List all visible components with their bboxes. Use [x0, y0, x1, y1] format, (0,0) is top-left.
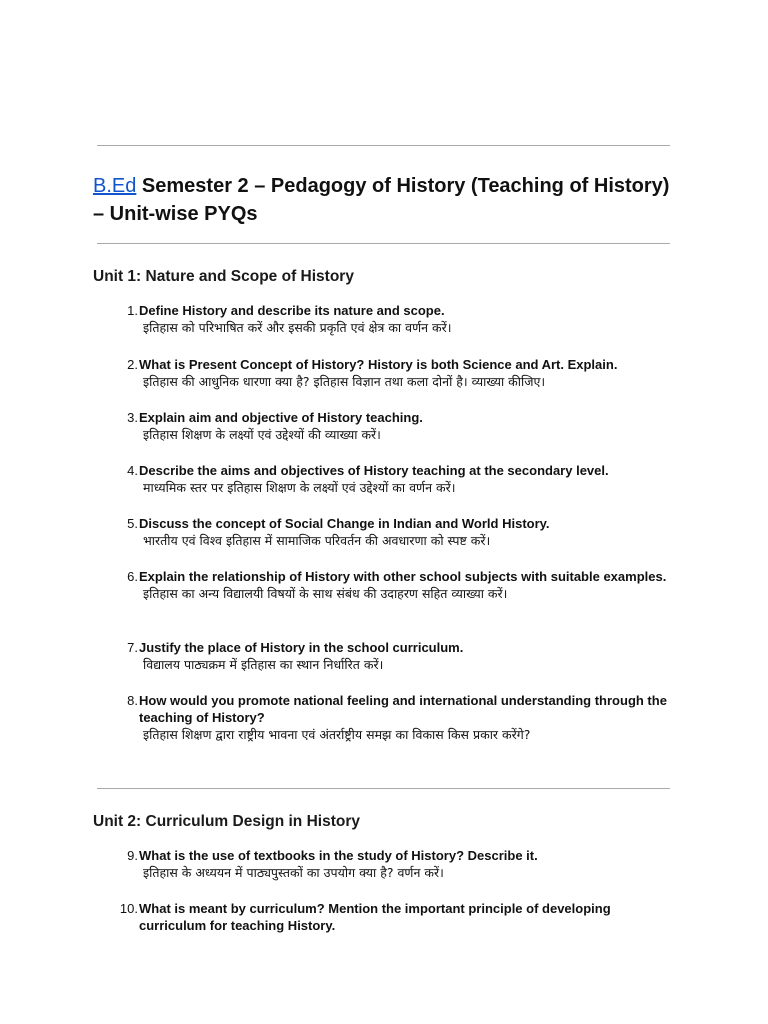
question-item	[110, 515, 690, 550]
question-hindi: विद्यालय पाठ्यक्रम में इतिहास का स्थान निर्धारित करें।	[143, 657, 384, 672]
question-item	[110, 692, 690, 744]
question-number: 6.	[127, 569, 138, 584]
question-number: 2.	[127, 357, 138, 372]
question-english: Discuss the concept of Social Change in Indian and World History.	[139, 516, 550, 531]
question-english: Describe the aims and objectives of History teaching at the secondary level.	[139, 463, 609, 478]
question-item	[110, 356, 690, 391]
question-hindi: इतिहास शिक्षण द्वारा राष्ट्रीय भावना एवं अंतर्राष्ट्रीय समझ का विकास किस प्रकार करेंगे?	[143, 727, 531, 742]
question-hindi: इतिहास की आधुनिक धारणा क्या है? इतिहास विज्ञान तथा कला दोनों है। व्याख्या कीजिए।	[143, 374, 546, 389]
question-item	[110, 847, 690, 882]
question-item	[110, 302, 690, 337]
question-number: 1.	[127, 303, 138, 318]
question-hindi: इतिहास के अध्ययन में पाठ्यपुस्तकों का उपयोग क्या है? वर्णन करें।	[143, 865, 444, 880]
horizontal-divider	[97, 243, 670, 244]
document-title-text: Semester 2 – Pedagogy of History (Teaching of History) – Unit-wise PYQs	[93, 175, 670, 225]
question-english: Justify the place of History in the school curriculum.	[139, 640, 464, 655]
question-english: How would you promote national feeling and international understanding through the teaching of History?	[139, 693, 667, 725]
question-number: 10.	[119, 901, 138, 916]
question-hindi: माध्यमिक स्तर पर इतिहास शिक्षण के लक्ष्यों एवं उद्देश्यों का वर्णन करें।	[143, 480, 456, 495]
question-number: 7.	[127, 640, 138, 655]
unit-2-heading: Unit 2: Curriculum Design in History	[93, 813, 360, 830]
question-number: 4.	[127, 463, 138, 478]
question-number: 9.	[127, 848, 138, 863]
bed-link[interactable]: B.Ed	[93, 175, 137, 197]
document-title	[93, 172, 673, 228]
question-item	[110, 639, 690, 674]
question-hindi: इतिहास का अन्य विद्यालयी विषयों के साथ संबंध की उदाहरण सहित व्याख्या करें।	[143, 586, 508, 601]
question-number: 3.	[127, 410, 138, 425]
question-hindi: इतिहास शिक्षण के लक्ष्यों एवं उद्देश्यों की व्याख्या करें।	[143, 427, 381, 442]
question-item	[110, 462, 690, 497]
unit-1-heading: Unit 1: Nature and Scope of History	[93, 268, 354, 285]
question-english: What is Present Concept of History? History is both Science and Art. Explain.	[139, 357, 618, 372]
question-english: What is meant by curriculum? Mention the important principle of developing curriculum for teaching History.	[139, 901, 611, 933]
question-english: Explain the relationship of History with other school subjects with suitable examples.	[139, 569, 667, 584]
horizontal-divider	[97, 145, 670, 146]
question-number: 5.	[127, 516, 138, 531]
question-item	[110, 900, 690, 934]
question-item	[110, 568, 690, 603]
question-hindi: इतिहास को परिभाषित करें और इसकी प्रकृति एवं क्षेत्र का वर्णन करें।	[143, 320, 452, 335]
question-number: 8.	[127, 693, 138, 708]
horizontal-divider	[97, 788, 670, 789]
question-hindi: भारतीय एवं विश्व इतिहास में सामाजिक परिवर्तन की अवधारणा को स्पष्ट करें।	[143, 533, 491, 548]
question-english: Explain aim and objective of History teaching.	[139, 410, 423, 425]
question-item	[110, 409, 690, 444]
question-english: What is the use of textbooks in the study of History? Describe it.	[139, 848, 538, 863]
question-english: Define History and describe its nature and scope.	[139, 303, 445, 318]
